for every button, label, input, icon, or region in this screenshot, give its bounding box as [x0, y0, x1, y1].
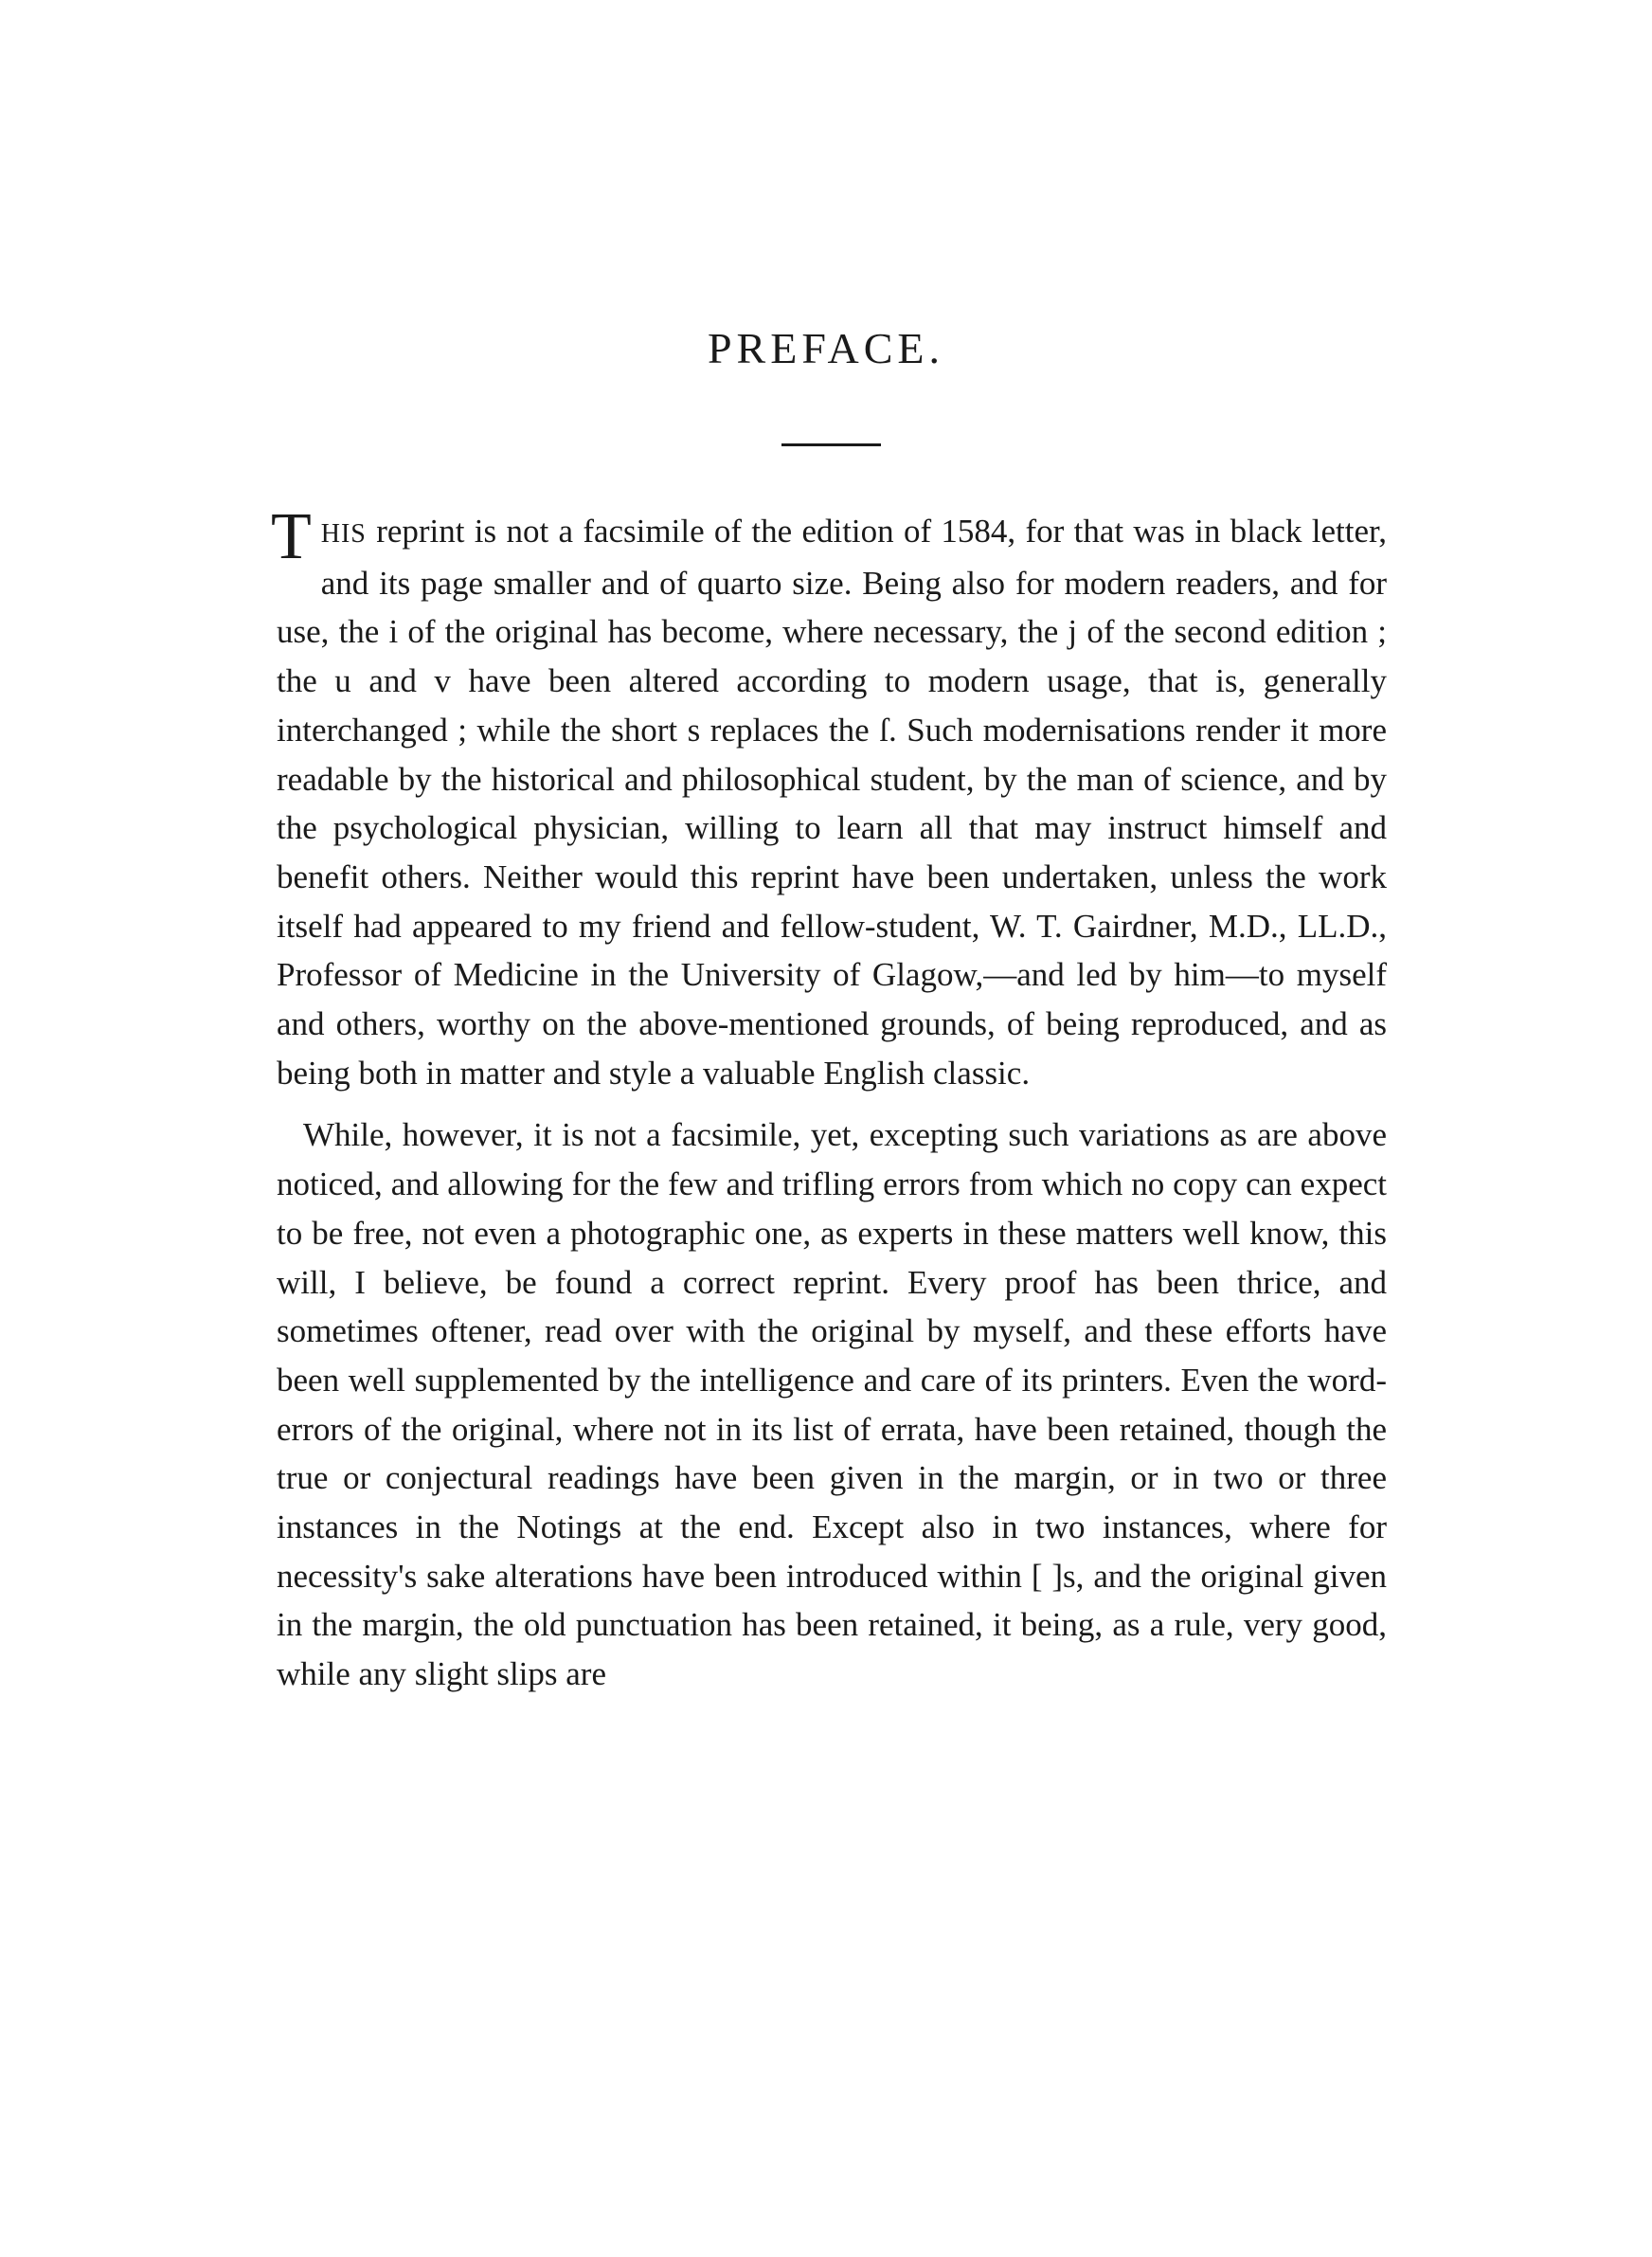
paragraph-2 — [277, 1110, 1387, 1698]
title-rule — [781, 443, 881, 446]
paragraph-2-text: While, however, it is not a facsimile, yet, excepting such variations as are above noticed, and allowing for the few and trifling errors from which no copy can expect to be free, not even a photographic one, as experts in these matters well know, this will, I believe, be found a correct reprint. Every proof has been thrice, and sometimes oftener, read over with the original by myself, and these efforts have been well supplemented by the intelligence and care of its printers. Even the word-errors of the original, where not in its list of errata, have been retained, though the true or conjectural readings have been given in the margin, or in two or three instances in the Notings at the end. Except also in two instances, where for necessity's sake alterations have been introduced within [ ]s, and the original given in the margin, the old punctuation has been retained, it being, as a rule, very good, while any slight slips are — [277, 1116, 1387, 1693]
small-caps-lead: HIS — [320, 519, 367, 549]
drop-cap: T — [271, 500, 312, 573]
body-text — [271, 500, 1387, 1699]
paragraph-1-text: reprint is not a facsimile of the edition of 1584, for that was in black letter, and its page smaller and of quarto size. Being also for modern readers, and for use, the i of the original has become, where necessary, the j of the second edition ; the u and v have been altered according to modern usage, that is, generally interchanged ; while the short s replaces the ſ. Such modernisations render it more readable by the historical and philosophical student, by the man of science, and by the psychological physician, willing to learn all that may instruct himself and benefit others. Neither would this reprint have been undertaken, unless the work itself had appeared to my friend and fellow-student, W. T. Gairdner, M.D., LL.D., Professor of Medicine in the University of Glagow,—and led by him—to myself and others, worthy on the above-mentioned grounds, of being reproduced, and as being both in matter and style a valuable English classic. — [277, 513, 1387, 1092]
page-title: PREFACE. — [707, 324, 945, 372]
paragraph-1 — [271, 500, 1387, 1097]
